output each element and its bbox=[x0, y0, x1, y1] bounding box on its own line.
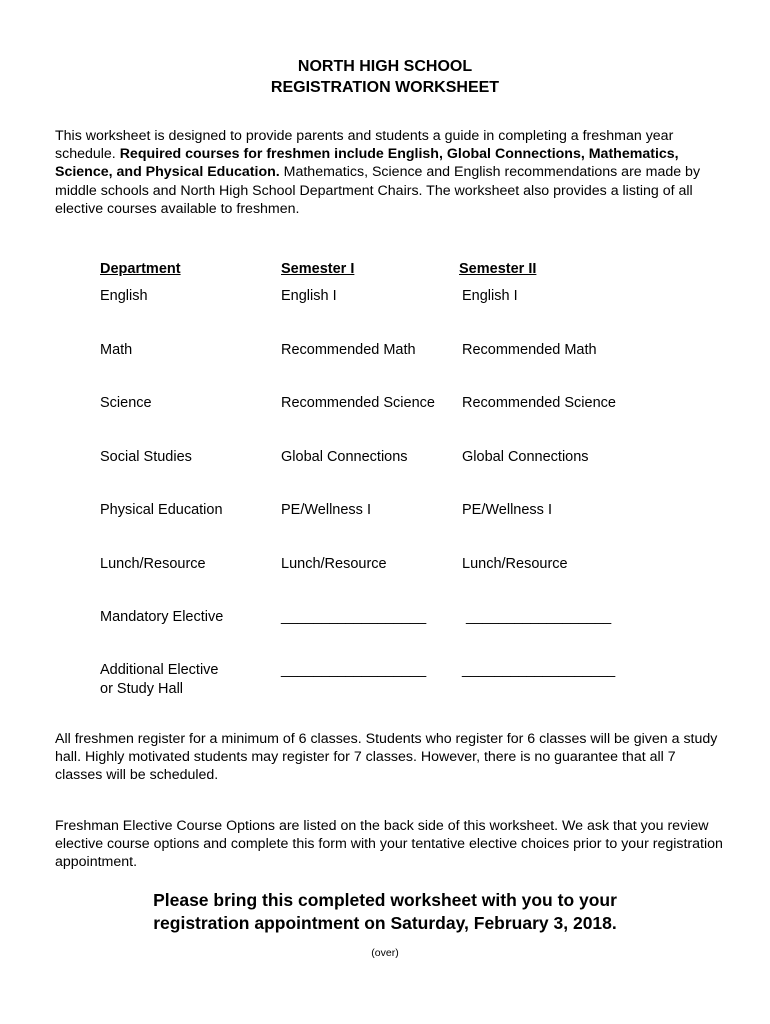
row-english-sem2: English I bbox=[462, 288, 518, 304]
elective-options-paragraph: Freshman Elective Course Options are listed on the back side of this worksheet. We ask that you review elective course options and complete this form with your tentative elective choices prior to your registration appointment. bbox=[55, 818, 723, 871]
header-department: Department bbox=[100, 261, 181, 277]
row-mandatory-elective-department: Mandatory Elective bbox=[100, 609, 224, 625]
row-lunch-department: Lunch/Resource bbox=[100, 556, 206, 572]
row-lunch-sem1: Lunch/Resource bbox=[281, 556, 387, 572]
intro-text: This worksheet is designed to provide parents and students a guide in completing a freshman year schedule. bbox=[55, 128, 674, 163]
row-science-department: Science bbox=[100, 395, 152, 411]
row-pe-sem1: PE/Wellness I bbox=[281, 502, 371, 518]
row-lunch-sem2: Lunch/Resource bbox=[462, 556, 568, 572]
row-english-sem1: English I bbox=[281, 288, 337, 304]
row-additional-elective-sem1-blank[interactable]: __________________ bbox=[281, 662, 427, 678]
callout-line-2: registration appointment on Saturday, February 3, 2018. bbox=[153, 913, 617, 933]
document-title: NORTH HIGH SCHOOL bbox=[297, 58, 473, 75]
intro-paragraph bbox=[55, 127, 725, 218]
row-social-studies-department: Social Studies bbox=[100, 449, 192, 465]
row-additional-elective-sem2-blank[interactable]: ___________________ bbox=[462, 662, 616, 678]
row-social-studies-sem1: Global Connections bbox=[281, 449, 408, 465]
row-mandatory-elective-sem1-blank[interactable]: __________________ bbox=[281, 609, 427, 625]
row-mandatory-elective-sem2-blank[interactable]: __________________ bbox=[466, 609, 612, 625]
intro-text-continued: Mathematics, Science and English recommendations are made by middle schools and North High School Department Chairs. The worksheet also provides a listing of all elective courses available to freshmen. bbox=[55, 164, 701, 217]
row-math-department: Math bbox=[100, 342, 133, 358]
row-english-department: English bbox=[100, 288, 148, 304]
row-math-sem2: Recommended Math bbox=[462, 342, 597, 358]
bring-worksheet-callout bbox=[0, 889, 770, 935]
over-note: (over) bbox=[371, 947, 399, 959]
row-pe-sem2: PE/Wellness I bbox=[462, 502, 552, 518]
header-semester-1: Semester I bbox=[281, 261, 355, 277]
row-science-sem2: Recommended Science bbox=[462, 395, 616, 411]
row-math-sem1: Recommended Math bbox=[281, 342, 416, 358]
intro-required-courses: Required courses for freshmen include English, Global Connections, Mathematics, Science, and Physical Education. bbox=[55, 146, 679, 181]
header-semester-2: Semester II bbox=[459, 261, 537, 277]
callout-line-1: Please bring this completed worksheet with you to your bbox=[153, 890, 617, 910]
row-additional-elective-department: Additional Elective bbox=[100, 662, 219, 678]
row-social-studies-sem2: Global Connections bbox=[462, 449, 589, 465]
document-subtitle: REGISTRATION WORKSHEET bbox=[270, 79, 500, 96]
minimum-classes-paragraph: All freshmen register for a minimum of 6 classes. Students who register for 6 classes will be given a study hall. Highly motivated students may register for 7 classes. However, there is no guarantee that all 7 classes will be scheduled. bbox=[55, 731, 718, 784]
row-pe-department: Physical Education bbox=[100, 502, 223, 518]
row-science-sem1: Recommended Science bbox=[281, 395, 435, 411]
row-additional-elective-department-line2: or Study Hall bbox=[100, 681, 184, 697]
